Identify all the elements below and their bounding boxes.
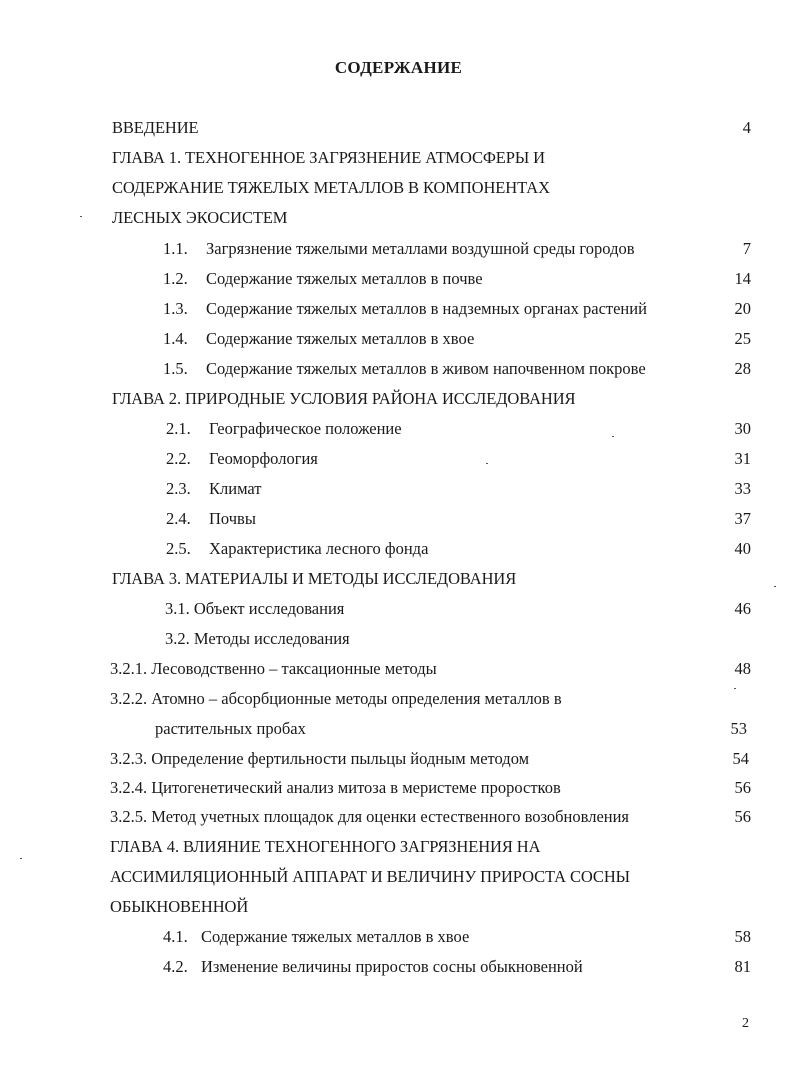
toc-section-3-1: 3.1. Объект исследования — [165, 599, 345, 618]
toc-page-number: 48 — [734, 659, 751, 678]
scan-speck — [20, 858, 22, 859]
scan-speck — [774, 586, 776, 587]
toc-page-number: 40 — [734, 539, 751, 558]
toc-section-3-2-4: 3.2.4. Цитогенетический анализ митоза в меристеме проростков — [110, 778, 561, 797]
toc-section-2-5 — [166, 538, 666, 560]
section-title: Геоморфология — [209, 449, 318, 468]
scan-speck — [612, 436, 614, 437]
toc-page-number: 56 — [734, 778, 751, 797]
scan-speck — [80, 216, 82, 217]
toc-page-number: 58 — [734, 927, 751, 946]
section-title: Загрязнение тяжелыми металлами воздушной среды городов — [206, 239, 635, 258]
toc-section-2-1 — [166, 418, 666, 440]
toc-page-number: 81 — [734, 957, 751, 976]
toc-page-number: 31 — [734, 449, 751, 468]
section-number: 1.4. — [163, 329, 188, 348]
toc-section-3-2-2-line-1: 3.2.2. Атомно – абсорбционные методы определения металлов в — [110, 689, 562, 708]
section-number: 1.5. — [163, 359, 188, 378]
toc-page-number: 53 — [730, 719, 747, 738]
toc-page-number: 33 — [734, 479, 751, 498]
section-number: 4.2. — [163, 957, 188, 976]
toc-section-4-1 — [163, 926, 663, 948]
toc-chapter-1-line-2: СОДЕРЖАНИЕ ТЯЖЕЛЫХ МЕТАЛЛОВ В КОМПОНЕНТАХ — [112, 178, 550, 197]
toc-entry-text: ВВЕДЕНИЕ — [112, 118, 199, 137]
toc-section-2-4 — [166, 508, 666, 530]
section-title: Содержание тяжелых металлов в почве — [206, 269, 483, 288]
toc-chapter-3: ГЛАВА 3. МАТЕРИАЛЫ И МЕТОДЫ ИССЛЕДОВАНИЯ — [112, 569, 517, 588]
section-number: 2.4. — [166, 509, 191, 528]
toc-chapter-4-line-3: ОБЫКНОВЕННОЙ — [110, 897, 249, 916]
toc-chapter-4-line-1: ГЛАВА 4. ВЛИЯНИЕ ТЕХНОГЕННОГО ЗАГРЯЗНЕНИЯ НА — [110, 837, 541, 856]
toc-page-number: 25 — [734, 329, 751, 348]
section-number: 1.3. — [163, 299, 188, 318]
toc-page-number: 46 — [734, 599, 751, 618]
toc-entry-intro — [112, 117, 199, 139]
page-title: СОДЕРЖАНИЕ — [334, 58, 463, 77]
section-title: Содержание тяжелых металлов в хвое — [201, 927, 470, 946]
toc-section-2-2 — [166, 448, 666, 470]
toc-page-number: 37 — [734, 509, 751, 528]
scan-speck — [734, 688, 736, 689]
toc-section-1-3 — [163, 298, 723, 320]
toc-page-number: 4 — [742, 118, 751, 137]
toc-chapter-2: ГЛАВА 2. ПРИРОДНЫЕ УСЛОВИЯ РАЙОНА ИССЛЕДОВАНИЯ — [112, 389, 576, 408]
toc-page-number: 30 — [734, 419, 751, 438]
toc-section-3-2-1: 3.2.1. Лесоводственно – таксационные методы — [110, 659, 437, 678]
toc-section-1-4 — [163, 328, 723, 350]
toc-section-3-2-3: 3.2.3. Определение фертильности пыльцы йодным методом — [110, 749, 530, 768]
toc-page-number: 14 — [734, 269, 751, 288]
section-number: 2.1. — [166, 419, 191, 438]
toc-section-2-3 — [166, 478, 666, 500]
section-title: Почвы — [209, 509, 256, 528]
section-number: 2.3. — [166, 479, 191, 498]
section-title: Климат — [209, 479, 262, 498]
page-number: 2 — [742, 1016, 749, 1031]
section-number: 2.2. — [166, 449, 191, 468]
scan-speck — [486, 463, 488, 464]
section-title: Содержание тяжелых металлов в надземных органах растений — [206, 299, 647, 318]
toc-section-3-2: 3.2. Методы исследования — [165, 629, 350, 648]
section-title: Содержание тяжелых металлов в живом напочвенном покрове — [206, 359, 646, 378]
toc-chapter-1-line-1: ГЛАВА 1. ТЕХНОГЕННОЕ ЗАГРЯЗНЕНИЕ АТМОСФЕРЫ И — [112, 148, 545, 167]
toc-page-number: 20 — [734, 299, 751, 318]
toc-section-1-2 — [163, 268, 723, 290]
toc-section-1-1 — [163, 238, 723, 260]
section-number: 4.1. — [163, 927, 188, 946]
section-title: Географическое положение — [209, 419, 402, 438]
section-title: Содержание тяжелых металлов в хвое — [206, 329, 475, 348]
toc-page-number: 54 — [732, 749, 749, 768]
section-number: 1.2. — [163, 269, 188, 288]
section-number: 2.5. — [166, 539, 191, 558]
section-title: Характеристика лесного фонда — [209, 539, 429, 558]
section-title: Изменение величины приростов сосны обыкновенной — [201, 957, 583, 976]
toc-section-4-2 — [163, 956, 663, 978]
toc-section-3-2-2-line-2: растительных пробах — [155, 719, 306, 738]
toc-chapter-1-line-3: ЛЕСНЫХ ЭКОСИСТЕМ — [112, 208, 288, 227]
toc-chapter-4-line-2: АССИМИЛЯЦИОННЫЙ АППАРАТ И ВЕЛИЧИНУ ПРИРОСТА СОСНЫ — [110, 867, 630, 886]
toc-page-number: 7 — [742, 239, 751, 258]
toc-page-number: 28 — [734, 359, 751, 378]
toc-page-number: 56 — [734, 807, 751, 826]
section-number: 1.1. — [163, 239, 188, 258]
toc-section-1-5 — [163, 358, 723, 380]
toc-section-3-2-5: 3.2.5. Метод учетных площадок для оценки естественного возобновления — [110, 807, 630, 826]
